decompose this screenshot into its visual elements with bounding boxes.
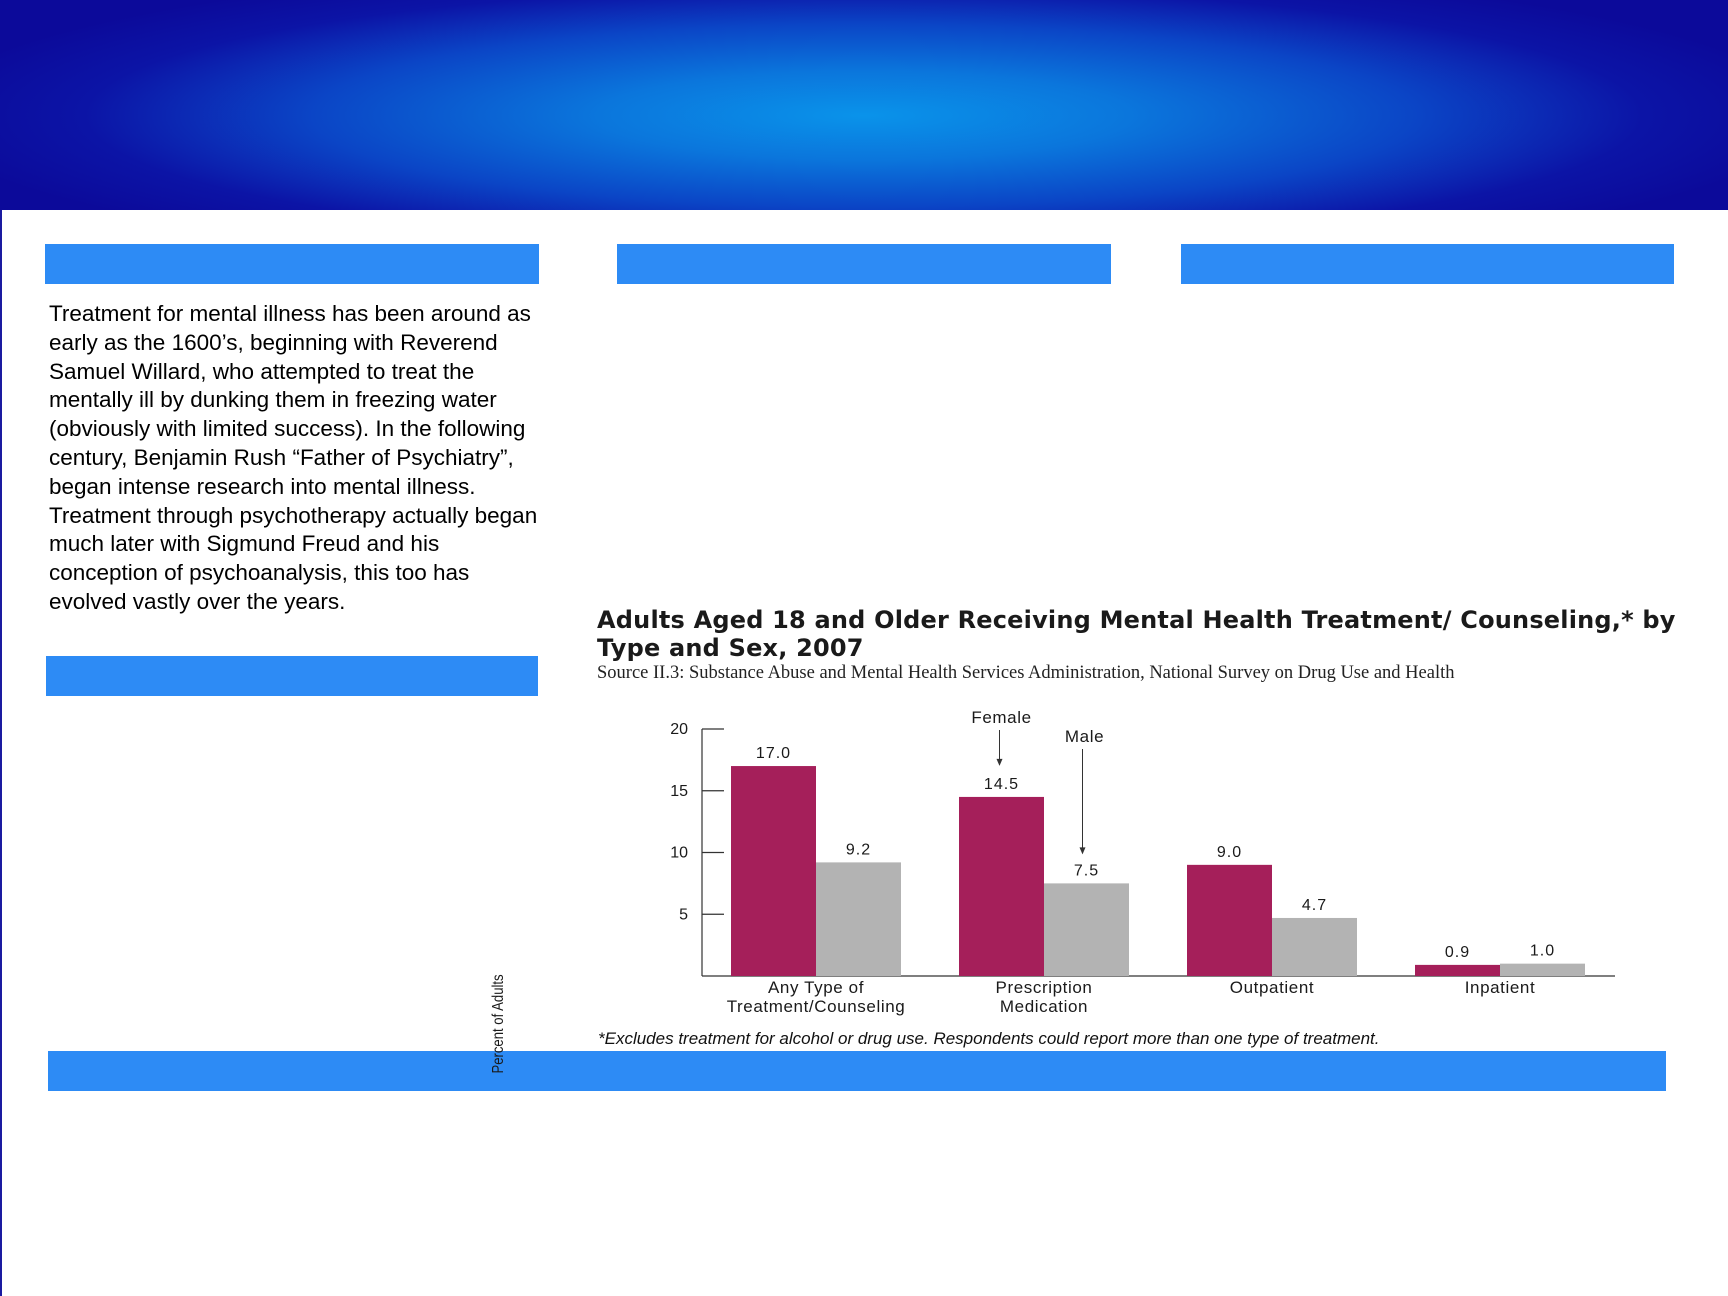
y-tick-label: 20 [670,721,688,738]
bar-value-label: 0.9 [1444,943,1471,961]
y-axis-label: Percent of Adults [489,974,508,1074]
legend-female-label: Female [971,708,1032,727]
bar-male [1500,964,1585,976]
bar-female [1187,865,1272,976]
legend-male-arrowhead [1080,847,1086,854]
section-header-bar-left [45,244,539,284]
x-category-label: Outpatient [1229,978,1315,997]
chart-footnote: *Excludes treatment for alcohol or drug use. Respondents could report more than one type of treatment. [598,1029,1380,1048]
x-category-label: Prescription [995,978,1093,997]
y-tick-label: 10 [670,844,688,862]
x-category-label: Medication [999,997,1089,1016]
chart-title: Adults Aged 18 and Older Receiving Mental Health Treatment/ Counseling,* by Type and Sex, 2007 [597,606,1676,662]
legend-male-label: Male [1064,727,1105,746]
bar-male [1044,883,1129,976]
legend-female-arrowhead [997,759,1003,766]
bar-female [731,766,816,976]
bar-female [1415,965,1500,976]
bar-value-label: 14.5 [983,775,1020,793]
bar-female [959,797,1044,976]
intro-paragraph: Treatment for mental illness has been around as early as the 1600’s, beginning with Reverend Samuel Willard, who attempted to treat the mentally ill by dunking them in freezing water (obviously with limited success). In the following century, Benjamin Rush “Father of Psychiatry”, began intense research into mental illness. Treatment through psychotherapy actually began much later with Sigmund Freud and his conception of psychoanalysis, this too has evolved vastly over the years. [49,301,538,614]
bar-value-label: 17.0 [755,745,792,763]
bar-value-label: 9.0 [1216,843,1243,861]
bar-value-label: 7.5 [1073,862,1100,880]
bar-value-label: 9.2 [845,841,872,859]
y-tick-label: 15 [670,782,688,800]
bar-value-label: 1.0 [1529,942,1556,960]
section-header-bar-left-lower [46,656,538,696]
section-header-bar-right [1181,244,1674,284]
header-banner [0,0,1728,210]
section-footer-bar [48,1051,1666,1091]
bar-male [1272,918,1357,976]
y-tick-label: 5 [679,906,688,924]
x-category-label: Treatment/Counseling [726,997,906,1016]
section-header-bar-middle [617,244,1111,284]
slide-left-border [0,210,2,1296]
bar-value-label: 4.7 [1301,896,1328,914]
x-category-label: Inpatient [1464,978,1536,997]
x-category-label: Any Type of [767,978,865,997]
chart-source: Source II.3: Substance Abuse and Mental Health Services Administration, National Survey on Drug Use and Health [597,663,1455,683]
bar-male [816,862,901,976]
